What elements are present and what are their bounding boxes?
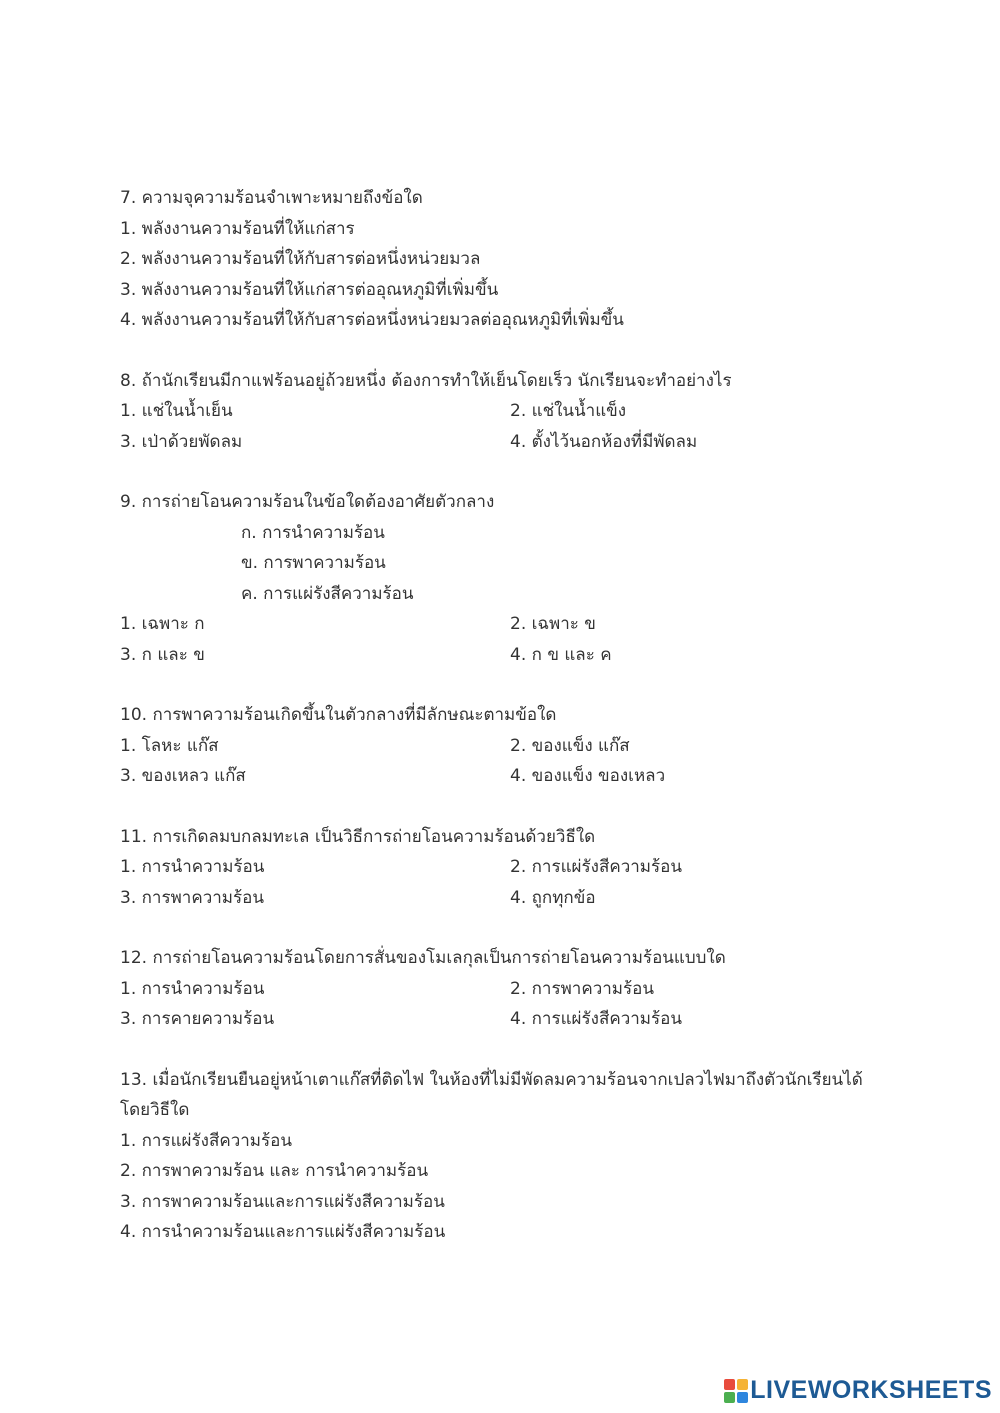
- option-row: [120, 396, 900, 427]
- answer-option: 3. เป่าด้วยพัดลม: [120, 431, 243, 452]
- question-9: [120, 487, 900, 670]
- answer-option: 1. เฉพาะ ก: [120, 614, 205, 634]
- question-10: [120, 700, 900, 792]
- question-11: [120, 822, 900, 914]
- question-stem: 9. การถ่ายโอนความร้อนในข้อใดต้องอาศัยตัวกลาง: [120, 492, 495, 512]
- question-12: [120, 943, 900, 1035]
- answer-option: 3. การพาความร้อนและการแผ่รังสีความร้อน: [120, 1191, 445, 1212]
- option-row: [120, 974, 900, 1005]
- answer-option: 1. การนำความร้อน: [120, 978, 265, 999]
- answer-option: 1. การแผ่รังสีความร้อน: [120, 1130, 292, 1151]
- question-stem: 13. เมื่อนักเรียนยืนอยู่หน้าเตาแก๊สที่ติดไฟ ในห้องที่ไม่มีพัดลมความร้อนจากเปลวไฟมาถึงตัวนักเรียนได้โดยวิธีใด: [120, 1069, 863, 1120]
- question-13: [120, 1065, 900, 1248]
- answer-option: 4. การแผ่รังสีความร้อน: [510, 1009, 682, 1029]
- answer-option: 1. โลหะ แก๊ส: [120, 735, 219, 756]
- answer-option: 4. ตั้งไว้นอกห้องที่มีพัดลม: [510, 431, 698, 452]
- answer-option: 3. การพาความร้อน: [120, 887, 264, 908]
- answer-option: 4. พลังงานความร้อนที่ให้กับสารต่อหนึ่งหน่วยมวลต่ออุณหภูมิที่เพิ่มขึ้น: [120, 310, 624, 330]
- question-stem: 10. การพาความร้อนเกิดขึ้นในตัวกลางที่มีลักษณะตามข้อใด: [120, 705, 557, 725]
- answer-option: 1. พลังงานความร้อนที่ให้แก่สาร: [120, 218, 355, 239]
- answer-option: 2. แช่ในน้ำแข็ง: [510, 401, 627, 421]
- answer-option: 2. การพาความร้อน: [510, 978, 654, 999]
- worksheet-document: [120, 183, 900, 1278]
- brand-name: LIVEWORKSHEETS: [750, 1376, 992, 1404]
- answer-option: 3. การคายความร้อน: [120, 1009, 275, 1029]
- answer-option: 3. ของเหลว แก๊ส: [120, 766, 246, 786]
- sub-item: ก. การนำความร้อน: [241, 522, 385, 543]
- question-stem: 7. ความจุความร้อนจำเพาะหมายถึงข้อใด: [120, 188, 423, 208]
- answer-option: 2. พลังงานความร้อนที่ให้กับสารต่อหนึ่งหน่วยมวล: [120, 249, 481, 269]
- question-stem: 8. ถ้านักเรียนมีกาแฟร้อนอยู่ถ้วยหนึ่ง ต้องการทำให้เย็นโดยเร็ว นักเรียนจะทำอย่างไร: [120, 370, 732, 391]
- answer-option: 3. ก และ ข: [120, 644, 205, 665]
- option-row: [120, 1004, 900, 1035]
- option-row: [120, 640, 900, 671]
- question-stem: 11. การเกิดลมบกลมทะเล เป็นวิธีการถ่ายโอนความร้อนด้วยวิธีใด: [120, 826, 596, 847]
- answer-option: 2. การพาความร้อน และ การนำความร้อน: [120, 1161, 429, 1181]
- sub-item: ค. การแผ่รังสีความร้อน: [241, 583, 414, 604]
- answer-option: 1. การนำความร้อน: [120, 857, 265, 877]
- option-row: [120, 852, 900, 883]
- question-7: [120, 183, 900, 336]
- answer-option: 2. การแผ่รังสีความร้อน: [510, 857, 682, 877]
- liveworksheets-logo: [724, 1376, 992, 1405]
- answer-option: 1. แช่ในน้ำเย็น: [120, 401, 233, 421]
- option-row: [120, 883, 900, 914]
- answer-option: 4. การนำความร้อนและการแผ่รังสีความร้อน: [120, 1222, 446, 1242]
- answer-option: 4. ถูกทุกข้อ: [510, 887, 596, 908]
- question-8: [120, 366, 900, 458]
- question-stem: 12. การถ่ายโอนความร้อนโดยการสั่นของโมเลกุลเป็นการถ่ายโอนความร้อนแบบใด: [120, 948, 726, 968]
- option-row: [120, 731, 900, 762]
- answer-option: 4. ของแข็ง ของเหลว: [510, 766, 666, 786]
- answer-option: 2. เฉพาะ ข: [510, 614, 596, 634]
- sub-item: ข. การพาความร้อน: [241, 553, 386, 573]
- answer-option: 3. พลังงานความร้อนที่ให้แก่สารต่ออุณหภูมิที่เพิ่มขึ้น: [120, 279, 499, 300]
- option-row: [120, 761, 900, 792]
- answer-option: 2. ของแข็ง แก๊ส: [510, 735, 630, 756]
- answer-option: 4. ก ข และ ค: [510, 644, 612, 665]
- liveworksheets-mark-icon: [724, 1379, 748, 1403]
- option-row: [120, 427, 900, 458]
- option-row: [120, 609, 900, 640]
